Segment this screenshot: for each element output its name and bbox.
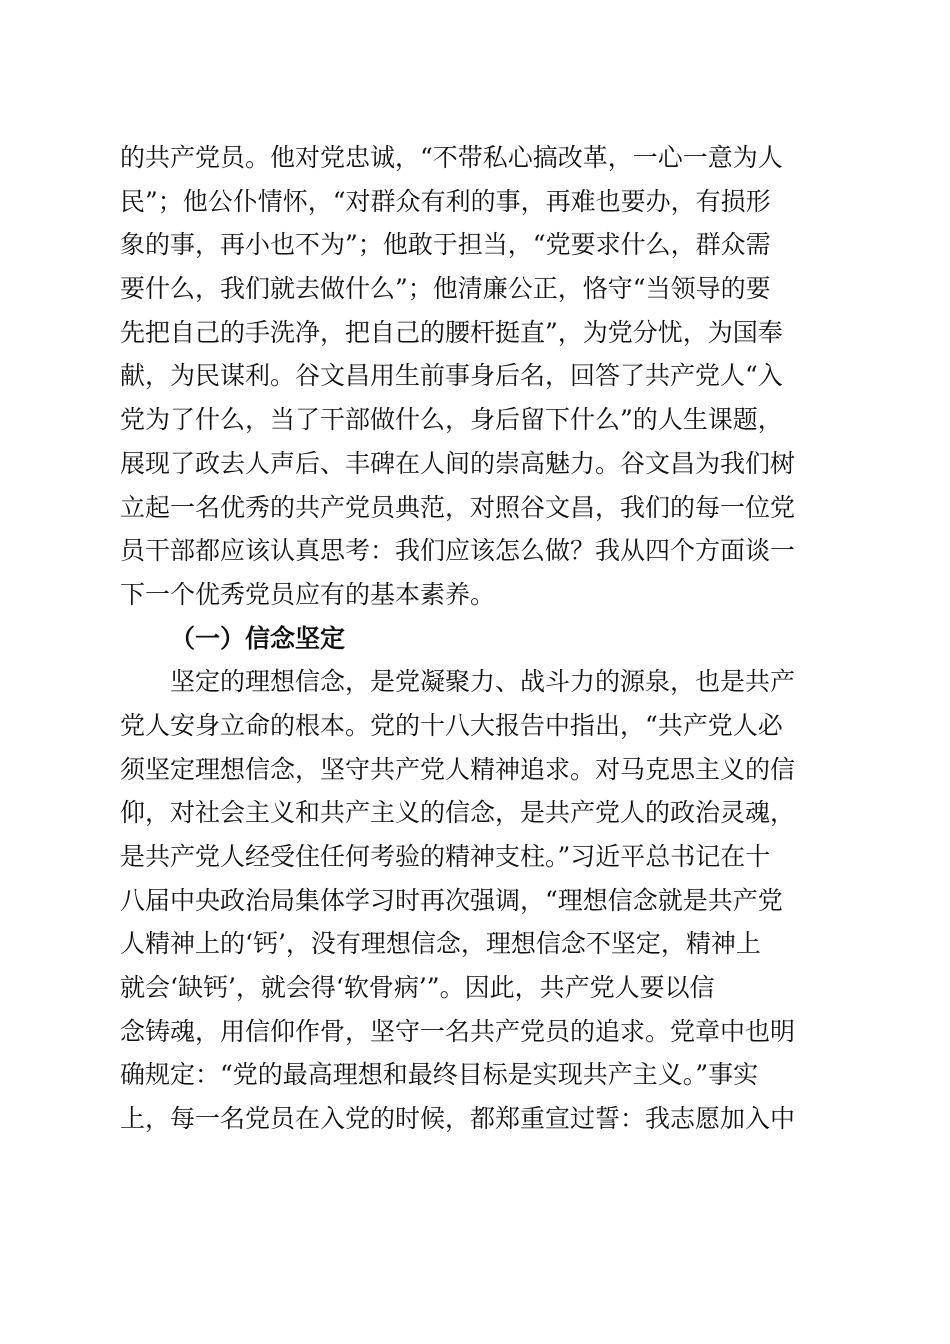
text-line: 党人安身立命的根本。党的十八大报告中指出，“共产党人必 <box>120 710 783 740</box>
text-line: 念铸魂，用信仰作骨，坚守一名共产党员的追求。党章中也明 <box>120 1016 796 1046</box>
text-line: 坚定的理想信念，是党凝聚力、战斗力的源泉，也是共产 <box>170 667 796 697</box>
text-line: 献，为民谋利。谷文昌用生前事身后名，回答了共产党人“入 <box>120 361 783 391</box>
text-line: 下一个优秀党员应有的基本素养。 <box>120 579 496 609</box>
text-line: 就会‘缺钙’，就会得‘软骨病’”。因此，共产党人要以信 <box>120 973 715 1003</box>
text-line: 员干部都应该认真思考：我们应该怎么做？我从四个方面谈一 <box>120 536 796 566</box>
continued-paragraph <box>120 136 825 617</box>
text-line: 须坚定理想信念，坚守共产党人精神追求。对马克思主义的信 <box>120 754 796 784</box>
text-line: 象的事，再小也不为”；他敢于担当，“党要求什么，群众需 <box>120 230 771 260</box>
text-line: 人精神上的‘钙’，没有理想信念，理想信念不坚定，精神上 <box>120 929 761 959</box>
text-line: 要什么，我们就去做什么”；他清廉公正，恪守“当领导的要 <box>120 274 771 304</box>
text-line: 立起一名优秀的共产党员典范，对照谷文昌，我们的每一位党 <box>120 492 796 522</box>
text-line: 仰，对社会主义和共产主义的信念，是共产党人的政治灵魂， <box>120 798 796 828</box>
text-line: 先把自己的手洗净，把自己的腰杆挺直”，为党分忧，为国奉 <box>120 317 783 347</box>
text-line: 民”；他公仆情怀，“对群众有利的事，再难也要办，有损形 <box>120 186 771 216</box>
text-line: 展现了政去人声后、丰碑在人间的崇高魅力。谷文昌为我们树 <box>120 448 796 478</box>
text-line: 确规定：“党的最高理想和最终目标是实现共产主义。”事实 <box>120 1060 759 1090</box>
section-paragraph <box>120 660 825 1141</box>
text-line: 上，每一名党员在入党的时候，都郑重宣过誓：我志愿加入中 <box>120 1104 796 1134</box>
text-line: 是共产党人经受住任何考验的精神支柱。”习近平总书记在十 <box>120 842 771 871</box>
text-line: 的共产党员。他对党忠诚，“不带私心搞改革，一心一意为人 <box>120 143 783 172</box>
document-body <box>120 136 825 1141</box>
section-heading: （一）信念坚定 <box>170 623 346 653</box>
text-line: 党为了什么，当了干部做什么，身后留下什么”的人生课题， <box>120 405 783 435</box>
text-line: 八届中央政治局集体学习时再次强调，“理想信念就是共产党 <box>120 885 783 915</box>
